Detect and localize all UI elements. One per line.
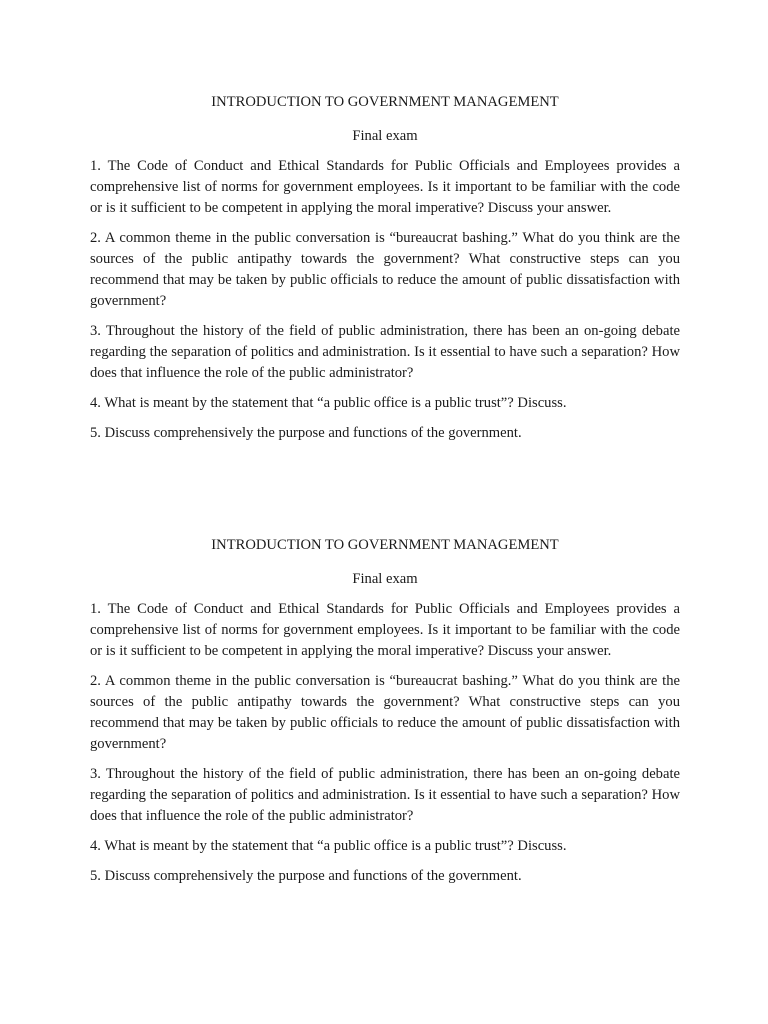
question-list: [90, 156, 680, 444]
exam-subtitle: Final exam: [352, 571, 418, 587]
question-5: 5. Discuss comprehensively the purpose and functions of the government.: [90, 425, 522, 441]
question-4: 4. What is meant by the statement that “a public office is a public trust”? Discuss.: [90, 838, 567, 854]
question-3: 3. Throughout the history of the field of public administration, there has been an on-going debate regarding the separation of politics and administration. Is it essential to have such a separation? How does that influence the role of the public administrator?: [90, 323, 680, 381]
question-1: 1. The Code of Conduct and Ethical Standards for Public Officials and Employees provides a comprehensive list of norms for government employees. Is it important to be familiar with the code or is it sufficient to be competent in applying the moral imperative? Discuss your answer.: [90, 601, 680, 659]
question-list: [90, 599, 680, 887]
question-4: 4. What is meant by the statement that “a public office is a public trust”? Discuss.: [90, 395, 567, 411]
exam-title: INTRODUCTION TO GOVERNMENT MANAGEMENT: [211, 94, 559, 110]
question-1: 1. The Code of Conduct and Ethical Standards for Public Officials and Employees provides a comprehensive list of norms for government employees. Is it important to be familiar with the code or is it sufficient to be competent in applying the moral imperative? Discuss your answer.: [90, 158, 680, 216]
question-2: 2. A common theme in the public conversation is “bureaucrat bashing.” What do you think are the sources of the public antipathy towards the government? What constructive steps can you recommend that may be taken by public officials to reduce the amount of public dissatisfaction with government?: [90, 673, 680, 752]
question-3: 3. Throughout the history of the field of public administration, there has been an on-going debate regarding the separation of politics and administration. Is it essential to have such a separation? How does that influence the role of the public administrator?: [90, 766, 680, 824]
exam-title: INTRODUCTION TO GOVERNMENT MANAGEMENT: [211, 537, 559, 553]
exam-copy-2: [90, 535, 680, 896]
question-5: 5. Discuss comprehensively the purpose and functions of the government.: [90, 868, 522, 884]
question-2: 2. A common theme in the public conversation is “bureaucrat bashing.” What do you think are the sources of the public antipathy towards the government? What constructive steps can you recommend that may be taken by public officials to reduce the amount of public dissatisfaction with government?: [90, 230, 680, 309]
exam-copy-1: [90, 92, 680, 453]
exam-subtitle: Final exam: [352, 128, 418, 144]
